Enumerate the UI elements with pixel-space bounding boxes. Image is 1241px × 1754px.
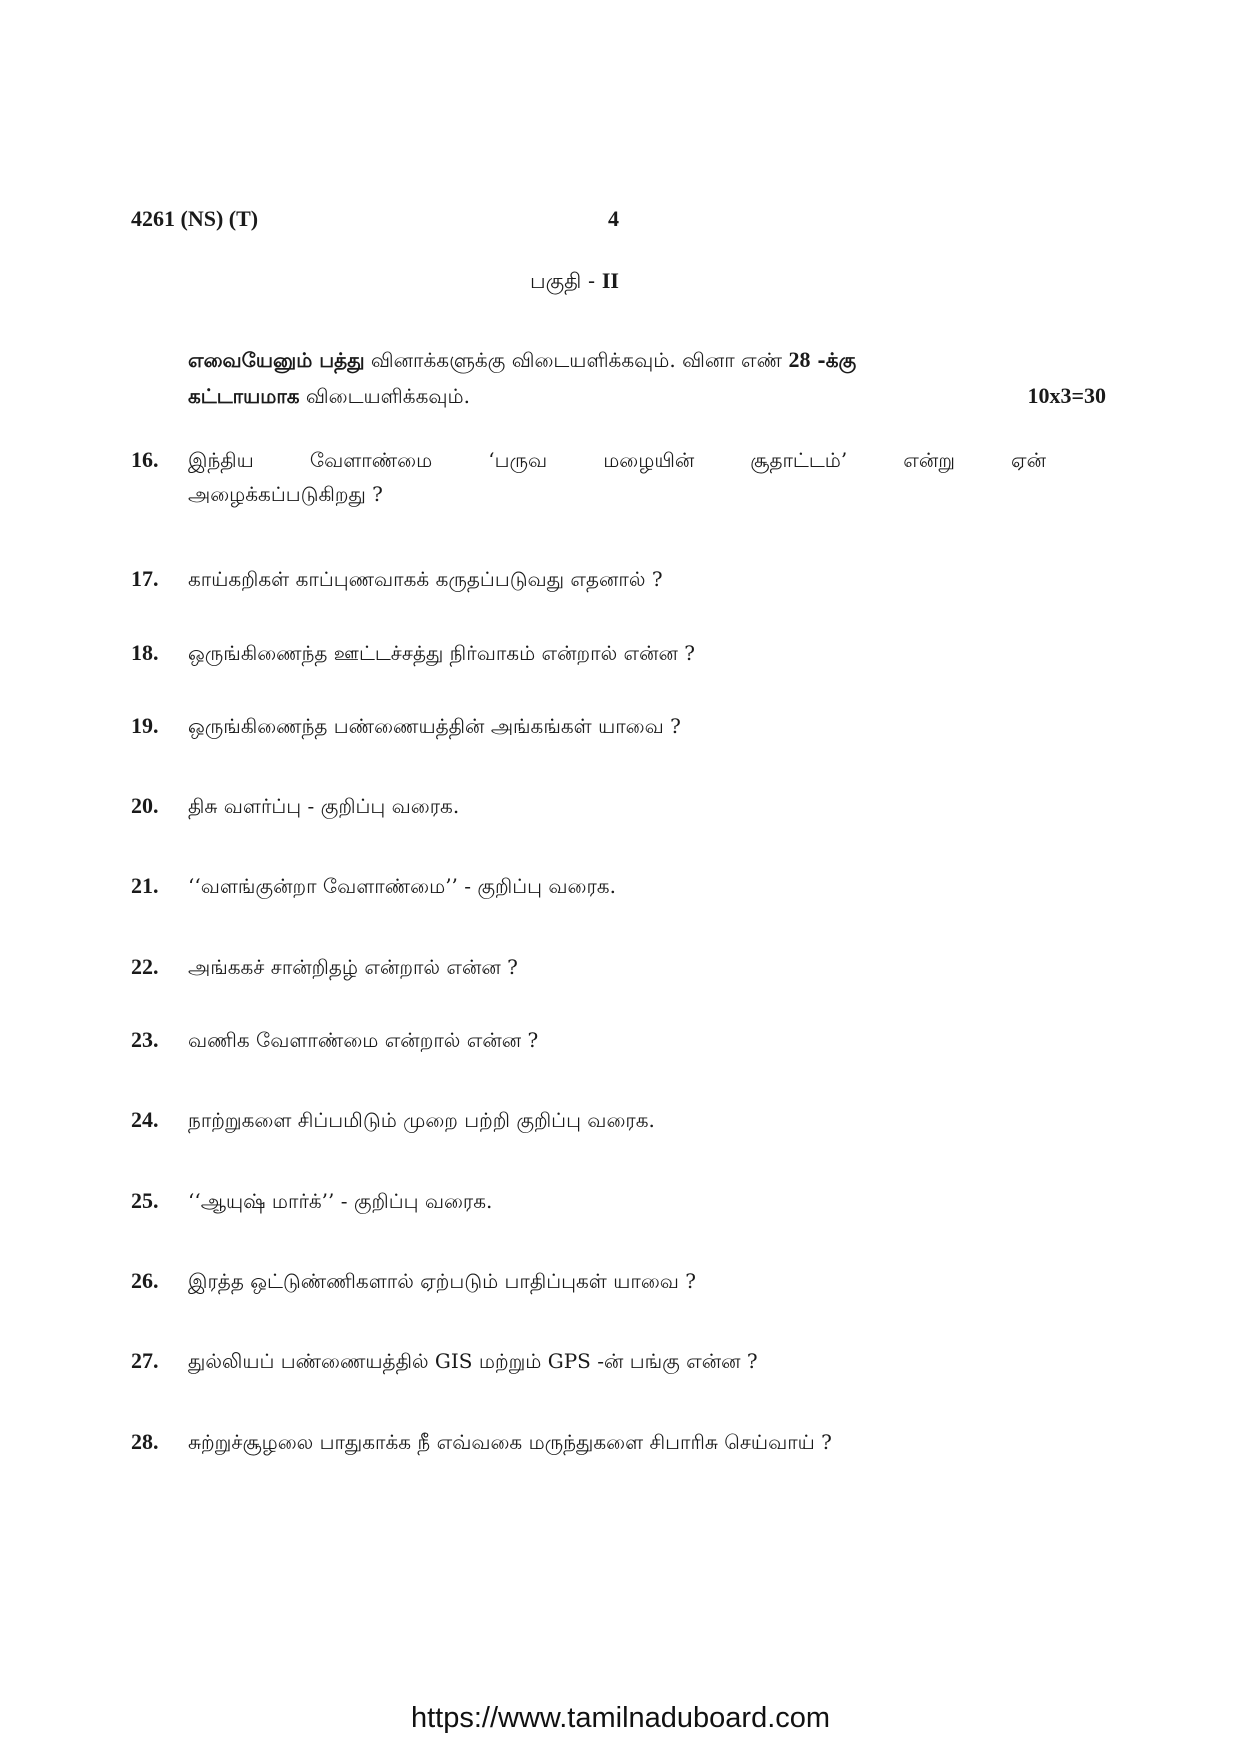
page-code: 4261 (NS) (T)	[131, 206, 259, 231]
question-text-line-2: அழைக்கப்படுகிறது ?	[188, 482, 383, 506]
question-text: இரத்த ஒட்டுண்ணிகளால் ஏற்படும் பாதிப்புகள் யாவை ?	[188, 1269, 696, 1293]
question-text: ஒருங்கிணைந்த பண்ணையத்தின் அங்கங்கள் யாவை ?	[188, 714, 681, 738]
question-number: 23.	[131, 1027, 159, 1052]
question-word: என்று	[903, 448, 955, 472]
question-text: ‘‘ஆயுஷ் மார்க்’’ - குறிப்பு வரைக.	[188, 1189, 493, 1213]
question-text: அங்ககச் சான்றிதழ் என்றால் என்ன ?	[188, 955, 518, 979]
question-number: 28.	[131, 1429, 159, 1454]
question-number: 25.	[131, 1188, 159, 1213]
question-word: ஏன்	[1011, 448, 1046, 472]
question-item	[131, 869, 1051, 903]
section-title-roman: II	[601, 268, 619, 293]
question-word: வேளாண்மை	[309, 448, 433, 472]
question-number: 18.	[131, 640, 159, 665]
question-item	[131, 1023, 1051, 1057]
question-number: 21.	[131, 873, 159, 898]
question-item	[131, 1344, 1051, 1378]
instructions-bold-compulsory: கட்டாயமாக	[188, 384, 300, 408]
instructions-bold-suffix: -க்கு	[810, 348, 857, 372]
question-item	[131, 950, 1051, 984]
section-title-separator: -	[581, 269, 602, 293]
instructions-text-2: விடையளிக்கவும்.	[299, 384, 470, 408]
question-item	[131, 562, 1051, 596]
question-word: இந்திய	[188, 448, 254, 472]
page-number: 4	[608, 206, 619, 231]
instructions-question-number: 28	[788, 347, 811, 372]
question-number: 16.	[131, 447, 159, 472]
section-title-tamil: பகுதி	[530, 269, 582, 293]
question-number: 20.	[131, 793, 159, 818]
question-number: 27.	[131, 1348, 159, 1373]
question-text	[188, 443, 1051, 511]
footer-url-link[interactable]: https://www.tamilnaduboard.com	[410, 1702, 831, 1734]
question-item	[131, 1184, 1051, 1218]
question-text: காய்கறிகள் காப்புணவாகக் கருதப்படுவது எதனால் ?	[188, 567, 663, 591]
question-number: 22.	[131, 954, 159, 979]
question-text: சுற்றுச்சூழலை பாதுகாக்க நீ எவ்வகை மருந்துகளை சிபாரிசு செய்வாய் ?	[188, 1430, 832, 1454]
question-item	[131, 443, 1051, 511]
question-item	[131, 1425, 1051, 1459]
question-item	[131, 709, 1051, 743]
question-item	[131, 1103, 1051, 1137]
question-text: துல்லியப் பண்ணையத்தில் GIS மற்றும் GPS -ன் பங்கு என்ன ?	[188, 1349, 758, 1373]
question-word: மழையின்	[603, 448, 695, 472]
question-item	[131, 789, 1051, 823]
question-word: ‘பருவ	[488, 448, 548, 472]
question-text-line-1	[188, 443, 1046, 477]
question-item	[131, 1264, 1051, 1298]
question-text: ‘‘வளங்குன்றா வேளாண்மை’’ - குறிப்பு வரைக.	[188, 874, 616, 898]
question-number: 24.	[131, 1107, 159, 1132]
question-item	[131, 636, 1051, 670]
question-text: நாற்றுகளை சிப்பமிடும் முறை பற்றி குறிப்பு வரைக.	[188, 1108, 655, 1132]
question-number: 26.	[131, 1268, 159, 1293]
question-number: 17.	[131, 566, 159, 591]
instructions-text-1: வினாக்களுக்கு விடையளிக்கவும். வினா எண்	[364, 348, 789, 372]
question-word: சூதாட்டம்’	[750, 448, 848, 472]
instructions-bold-any-ten: எவையேனும் பத்து	[188, 348, 365, 372]
question-text: திசு வளர்ப்பு - குறிப்பு வரைக.	[188, 794, 460, 818]
marks-allocation: 10x3=30	[1027, 383, 1106, 408]
question-text: ஒருங்கிணைந்த ஊட்டச்சத்து நிர்வாகம் என்றால் என்ன ?	[188, 641, 696, 665]
question-text: வணிக வேளாண்மை என்றால் என்ன ?	[188, 1028, 539, 1052]
question-number: 19.	[131, 713, 159, 738]
